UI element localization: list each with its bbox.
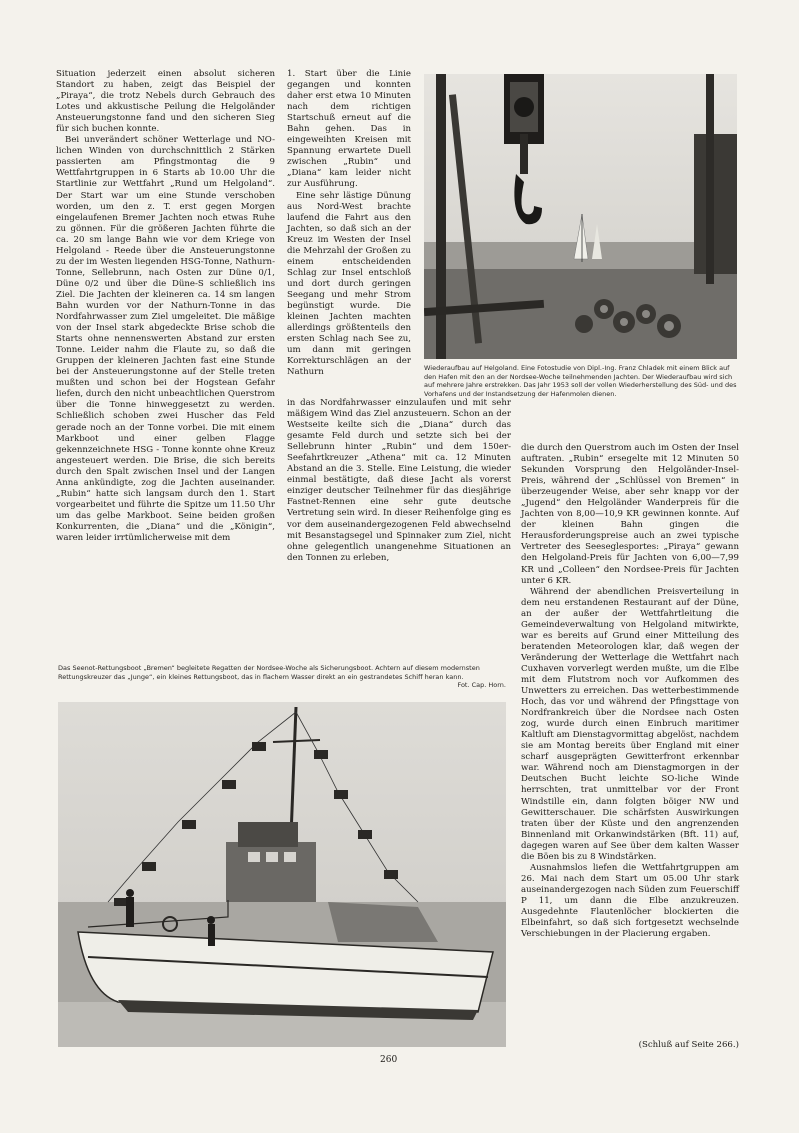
paragraph: Bei unverändert schöner Wetterlage und NO-lichen Winden von durchschnittlich 2 Stärken passierten am Pfingstmontag die 9 Wettfahrtgruppen in 6 Starts ab 10.00 Uhr die Startlinie zur Wettfahrt „Rund um Helgoland“. Der Start war um eine Stunde verschoben worden, um den z. T. erst gegen Morgen eingelaufenen Bremer Jachten noch etwas Ruhe zu gönnen. Für die größeren Jachten führte die ca. 20 sm lange Bahn wie vor dem Kriege von Helgoland - Reede über die Ansteuerungstonne zu der im Westen liegenden HSG-Tonne, Nathurn-Tonne, Sellebrunn, nach Osten zur Düne 0/1, Düne 0/2 und über die Düne-S schließlich ins Ziel. Die Jachten der kleineren ca. 14 sm langen Bahn wurden vor der Nathurn-Tonne in das Nordfahrwasser zum Ziel umgeleitet. Die mäßige von der Insel stark abgedeckte Brise schob die Starts ohne nennenswerten Abstand zur ersten Tonne. Leider nahm die Flaute zu, so daß die Gruppen der kleineren Jachten fast eine Stunde bei der Ansteuerungstonne auf der Stelle treten mußten und schon bei der Hogstean Gefahr liefen, durch den nicht unbeachtlichen Querstrom über die Tonne hinweggesetzt zu werden. Schließlich schoben zwei Huscher das Feld gerade noch an der Tonne vorbei. Die mit einem Markboot und einer gelben Flagge gekennzeichnete HSG - Tonne konnte ohne Kreuz angesteuert werden. Die Brise, die sich bereits durch den Spalt zwischen Insel und der Langen Anna ankündigte, zog die Jachten auseinander. „Rubin“ hatte sich langsam durch den 1. Start vorgearbeitet und führte die Spitze um 11.50 Uhr um das gelbe Markboot. Seine beiden großen Konkurrenten, die „Diana“ und die „Königin“, waren leider irrtümlicherweise mit dem: [56, 135, 275, 543]
continued-note: (Schluß auf Seite 266.): [638, 1040, 739, 1050]
paragraph: Während der abendlichen Preisverteilung in dem neu erstandenen Restaurant auf der Düne, an der außer der Wettfahrtleitung die Gemeindeverwaltung von Helgoland mitwirkte, war es bereits auf Grund einer Mitteilung des beratenden Meteorologen klar, daß wegen der Veränderung der Wetterlage die Wettfahrt nach Cuxhaven vorverlegt werden mußte, um die Elbe mit dem Flutstrom noch vor Aufkommen des Unwetters zu erreichen. Das wetterbestimmende Hoch, das vor und während der Pfingsttage von Nordfrankreich über die Nordsee nach Osten zog, wurde durch einen Einbruch maritimer Kaltluft am Dienstagvormittag abgelöst, nachdem sie am Montag bereits über England mit einer scharf ausgeprägten Gewitterfront erkennbar war. Während noch am Dienstagmorgen in der Deutschen Bucht leichte SO-liche Winde herrschten, trat unmittelbar vor der Front Windstille ein, dann folgten böiger NW und Gewitterschauer. Die schärfsten Auswirkungen traten über der Küste und den angrenzenden Binnenland mit Orkanwindstärken (Bft. 11) auf, dagegen waren auf See über dem kalten Wasser die Böen bis zu 8 Windstärken.: [521, 586, 739, 862]
paragraph: Ausnahmslos liefen die Wettfahrtgruppen am 26. Mai nach dem Start um 05.00 Uhr stark auseinandergezogen nach Süden zum Feuerschiff P 11, um dann die Elbe anzukreuzen. Ausgedehnte Flautenlöcher blockierten die Elbeinfahrt, so daß sich fortgesetzt wechselnde Verschiebungen in der Placierung ergaben.: [521, 862, 739, 940]
paragraph: 1. Start über die Linie gegangen und konnten daher erst etwa 10 Minuten nach dem richtigen Startschuß erneut auf die Bahn gehen. Das in eingeweihten Kreisen mit Spannung erwartete Duell zwischen „Rubin“ und „Diana“ kam leider nicht zur Ausführung.: [287, 69, 411, 190]
text-column-2-upper: [287, 69, 411, 378]
rescue-boat-caption: [58, 664, 506, 690]
paragraph: die durch den Querstrom auch im Osten der Insel auftraten. „Rubin“ ersegelte mit 12 Minuten 50 Sekunden Vorsprung den Helgoländer-Insel-Preis, während der „Schlüssel von Bremen“ in überzeugender Weise, aber sehr knapp vor der „Jugend“ den Helgoländer Wanderpreis für die Jachten von 8,00—10,9 KR gewinnen konnte. Auf der kleinen Bahn gingen die Herausforderungspreise auch an zwei typische Vertreter des Seeseglesportes: „Piraya“ gewann den Helgoland-Preis für Jachten von 6,00—7,99 KR und „Colleen“ den Nordsee-Preis für Jachten unter 6 KR.: [521, 443, 739, 586]
photo-credit: Fot. Cap. Horn.: [457, 681, 506, 690]
paragraph: in das Nordfahrwasser einzulaufen und mit sehr mäßigem Wind das Ziel anzusteuern. Schon an der Westseite keilte sich die „Diana“ durch das gesamte Feld durch und setzte sich bei der Sellebrunn hinter „Rubin“ und dem 150er-Seefahrtkreuzer „Athena“ mit ca. 12 Minuten Abstand an die 3. Stelle. Eine Leistung, die wieder einmal bestätigte, daß diese Jacht als vorerst einziger deutscher Teilnehmer für das diesjährige Fastnet-Rennen eine sehr gute deutsche Vertretung sein wird. In dieser Reihenfolge ging es vor dem auseinandergezogenen Feld abwechselnd mit Besanstagsegel und Spinnaker zum Ziel, nicht ohne gelegentlich unangenehme Situationen an den Tonnen zu erleben,: [287, 398, 511, 563]
text-column-1: [56, 69, 275, 544]
text-column-2-lower: [287, 398, 511, 564]
harbour-photo: [424, 74, 737, 359]
paragraph: Situation jederzeit einen absolut sicheren Standort zu haben, zeigt das Beispiel der „Piraya“, die trotz Nebels durch Gebrauch des Lotes und akkustische Peilung die Helgoländer Ansteuerungstonne fand und den sicheren Sieg für sich buchen konnte.: [56, 69, 275, 135]
caption-text: Das Seenot-Rettungsboot „Bremen“ begleitete Regatten der Nordsee-Woche als Sicherungsboot. Achtern auf diesem modernsten Rettungskreuzer das „Junge“, ein kleines Rettungsboot, das in flachem Wasser direkt an ein gestrandetes Schiff heran kann.: [58, 664, 480, 681]
page-number: 260: [380, 1055, 398, 1065]
harbour-photo-caption: Wiederaufbau auf Helgoland. Eine Fotostudie von Dipl.-Ing. Franz Chladek mit einem Blick auf den Hafen mit den an der Nordsee-Woche teilnehmenden Jachten. Der Wiederaufbau wird sich auf mehrere Jahre erstrekken. Das Jahr 1953 soll der vollen Wiederherstellung des Süd- und des Vorhafens und der Instandsetzung der Hafenmolen dienen.: [424, 364, 737, 398]
harbour-photo-illustration: [424, 74, 737, 359]
text-column-3: [521, 443, 739, 940]
rescue-boat-photo: [58, 702, 506, 1047]
rescue-boat-illustration: [58, 702, 506, 1047]
paragraph: Eine sehr lästige Dünung aus Nord-West brachte laufend die Fahrt aus den Jachten, so daß sich an der Kreuz im Westen der Insel die Mehrzahl der Großen zu einem entscheidenden Schlag zur Insel entschloß und dort durch geringen Seegang und mehr Strom begünstigt wurde. Die kleinen Jachten machten allerdings größtenteils den ersten Schlag nach See zu, um dann mit geringen Korrekturschlägen an der Nathurn: [287, 190, 411, 378]
